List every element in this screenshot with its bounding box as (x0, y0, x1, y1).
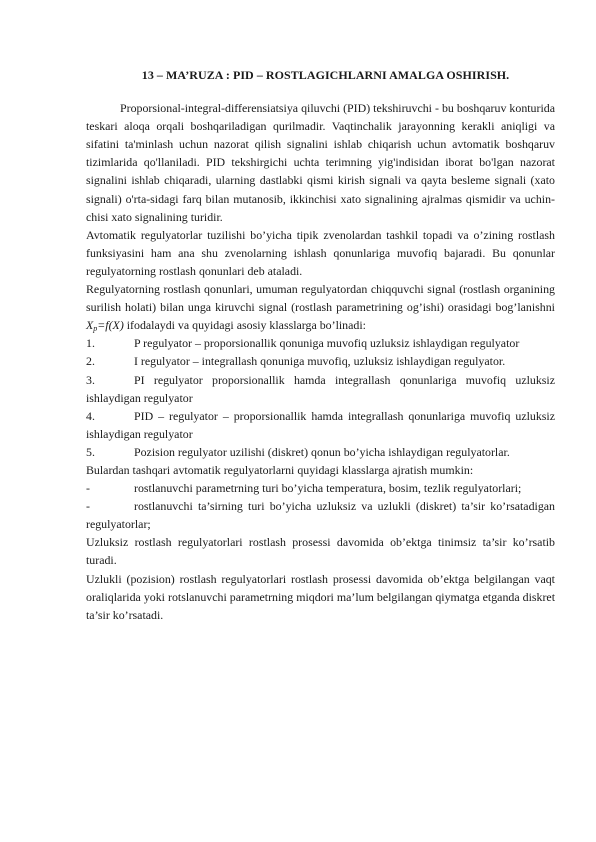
list-item-text: I regulyator – integrallash qonuniga muvofiq, uzluksiz ishlaydigan regulyator. (134, 354, 506, 369)
list-bullet: - (86, 499, 90, 514)
list-item (86, 479, 555, 497)
list-item (86, 443, 555, 461)
formula-variable: X (86, 318, 94, 333)
list-item-text: Pozision regulyator uzilishi (diskret) qonun bo’yicha ishlaydigan regulyatorlar. (134, 444, 510, 459)
page-title: 13 – MA’RUZA : PID – ROSTLAGICHLARNI AMALGA OSHIRISH. (141, 68, 510, 82)
list-bullet: - (86, 481, 90, 496)
list-item (86, 334, 555, 352)
list-item-text: rostlanuvchi parametrning turi bo’yicha temperatura, bosim, tezlik regulyatorlari; (134, 481, 522, 496)
list-item-text: P regulyator – proporsionallik qonuniga muvofiq uzluksiz ishlaydigan regulyator (134, 336, 520, 351)
list-item (86, 497, 555, 533)
list-number: 1. (86, 336, 95, 351)
paragraph-text-before-formula: Regulyatorning rostlash qonunlari, umuman regulyatordan chiqquvchi signal (rostlash organining surilish holati) bilan unga kiruvchi signal (rostlash parametrining og’ishi) orasidagi bog’lanishni (86, 282, 555, 315)
formula-subscript: p (93, 324, 98, 334)
list-number: 2. (86, 354, 95, 369)
list-item (86, 352, 555, 370)
paragraph-pid-definition: Proporsional-integral-differensiatsiya qiluvchi (PID) tekshiruvchi - bu boshqaruv konturida teskari aloqa orqali boshqariladigan qurilmadir. Vaqtinchalik jarayonning kerakli aniqligi va sifatini ta'minlash uchun nazorat qilish signalini ishlab chiqarish uchun avtomatik boshqaruv tizimlarida qo'llaniladi. PID tekshirgichi uchta terimning yig'indisidan iborat bo'lgan nazorat signalini ishlab chiqaradi, ularning dastlabki qismi kirish signali va qayta besleme signali (xato signali) o'rta-sidagi farq bilan mutanosib, ikkinchisi xato signalining ajralmas qismidir va uchin-chisi xato signalining turidir. (86, 101, 555, 224)
formula-rest: =f(X) (97, 318, 124, 333)
paragraph-continuous-regulators: Uzluksiz rostlash regulyatorlari rostlash prosessi davomida ob’ektga tinimsiz ta’sir ko’rsatib turadi. (86, 535, 555, 568)
paragraph-positional-regulators: Uzlukli (pozision) rostlash regulyatorlari rostlash prosessi davomida ob’ektga belgilangan vaqt oraliqlarida yoki rotslanuvchi parametrning miqdori ma’lum belgilangan qiymatga etganda diskret ta’sir ko’rsatadi. (86, 571, 555, 622)
list-item (86, 371, 555, 407)
list-item-text: PI regulyator proporsionallik hamda integrallash qonunlariga muvofiq uzluksiz ishlaydigan regulyator (86, 372, 555, 405)
list-item-text: PID – regulyator – proporsionallik hamda integrallash qonunlariga muvofiq uzluksiz ishlaydigan regulyator (86, 408, 555, 441)
regulator-classes-list (86, 334, 555, 461)
formula (86, 318, 124, 332)
list-item-text: rostlanuvchi ta’sirning turi bo’yicha uzluksiz va uzlukli (diskret) ta’sir ko’rsatadigan regulyatorlar; (86, 499, 555, 532)
paragraph-text-after-formula: ifodalaydi va quyidagi asosiy klasslarga bo’linadi: (123, 318, 366, 333)
list-number: 3. (86, 372, 95, 387)
paragraph-regulator-structure: Avtomatik regulyatorlar tuzilishi bo’yicha tipik zvenolardan tashkil topadi va o’zining rostlash funksiyasini ham ana shu zvenolarning ishlash qonunlariga muvofiq bajaradi. Bu qonunlar regulyatorning rostlash qonunlari deb ataladi. (86, 227, 555, 278)
list-number: 4. (86, 408, 95, 423)
additional-classes-list (86, 479, 555, 533)
list-item (86, 407, 555, 443)
paragraph-additional-classes: Bulardan tashqari avtomatik regulyatorlarni quyidagi klasslarga ajratish mumkin: (86, 462, 474, 477)
list-number: 5. (86, 444, 95, 459)
document-page (86, 66, 555, 624)
paragraph-regulation-laws (86, 280, 555, 334)
